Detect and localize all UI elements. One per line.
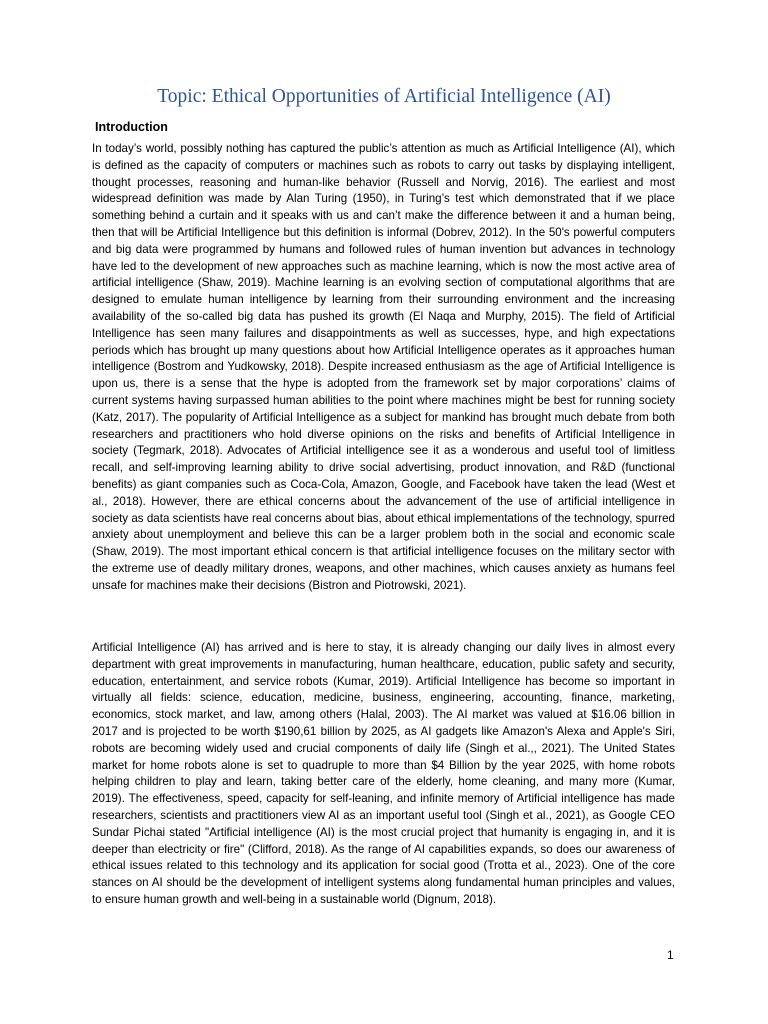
- section-heading-introduction: Introduction: [95, 120, 168, 134]
- body-paragraph-1: In today’s world, possibly nothing has captured the public’s attention as much as Artificial Intelligence (AI), which is defined as the capacity of computers or machines such as robots to carry out tasks by displaying intelligent, thought processes, reasoning and human-like behavior (Russell and Norvig, 2016). The earliest and most widespread definition was made by Alan Turing (1950), in Turing’s test which demonstrated that if we place something behind a curtain and it speaks with us and can’t make the difference between it and a human being, then that will be Artificial Intelligence but this definition is informal (Dobrev, 2012). In the 50's powerful computers and big data were programmed by humans and followed rules of human invention but advances in technology have led to the development of new approaches such as machine learning, which is now the most active area of artificial intelligence (Shaw, 2019). Machine learning is an evolving section of computational algorithms that are designed to emulate human intelligence by learning from their surrounding environment and the increasing availability of the so-called big data has pushed its growth (El Naqa and Murphy, 2015). The field of Artificial Intelligence has seen many failures and disappointments as well as successes, hype, and high expectations periods which has brought up many questions about how Artificial Intelligence operates as it approaches human intelligence (Bostrom and Yudkowsky, 2018). Despite increased enthusiasm as the age of Artificial Intelligence is upon us, there is a sense that the hype is adopted from the framework set by major corporations’ claims of current systems having surpassed human abilities to the point where machines might be best for running society (Katz, 2017). The popularity of Artificial Intelligence as a subject for mankind has brought much debate from both researchers and practitioners who hold diverse opinions on the risks and benefits of Artificial Intelligence in society (Tegmark, 2018). Advocates of Artificial intelligence see it as a wonderous and useful tool of limitless recall, and self-improving learning ability to drive social advertising, product innovation, and R&D (functional benefits) as giant companies such as Coca-Cola, Amazon, Google, and Facebook have taken the lead (West et al., 2018). However, there are ethical concerns about the advancement of the use of artificial intelligence in society as data scientists have real concerns about bias, about ethical implementations of the technology, spurred anxiety about unemployment and believe this can be a larger problem both in the social and economic scale (Shaw, 2019). The most important ethical concern is that artificial intelligence focuses on the military sector with the extreme use of deadly military drones, weapons, and other machines, which causes anxiety as humans feel unsafe for machines make their decisions (Bistron and Piotrowski, 2021).: [92, 142, 675, 592]
- document-title: Topic: Ethical Opportunities of Artificial Intelligence (AI): [157, 86, 611, 107]
- body-paragraph-2: Artificial Intelligence (AI) has arrived and is here to stay, it is already changing our daily lives in almost every department with great improvements in manufacturing, human healthcare, education, public safety and security, education, entertainment, and service robots (Kumar, 2019). Artificial Intelligence has become so important in virtually all fields: science, education, medicine, business, engineering, accounting, finance, marketing, economics, stock market, and law, among others (Halal, 2003). The AI market was valued at $16.06 billion in 2017 and is projected to be worth $190,61 billion by 2025, as AI gadgets like Amazon's Alexa and Apple's Siri, robots are becoming widely used and crucial components of daily life (Singh et al.,, 2021). The United States market for home robots alone is set to quadruple to more than $4 Billion by the year 2025, with home robots helping children to play and learn, taking better care of the elderly, home cleaning, and many more (Kumar, 2019). The effectiveness, speed, capacity for self-leaning, and infinite memory of Artificial intelligence has made researchers, scientists and practitioners view AI as an important useful tool (Singh et al., 2021), as Google CEO Sundar Pichai stated "Artificial intelligence (AI) is the most crucial project that humanity is engaging in, and it is deeper than electricity or fire" (Clifford, 2018). As the range of AI capabilities expands, so does our awareness of ethical issues related to this technology and its application for social good (Trotta et al., 2023). One of the core stances on AI should be the development of intelligent systems along fundamental human principles and values, to ensure human growth and well-being in a sustainable world (Dignum, 2018).: [92, 641, 675, 906]
- page-number: 1: [667, 948, 674, 962]
